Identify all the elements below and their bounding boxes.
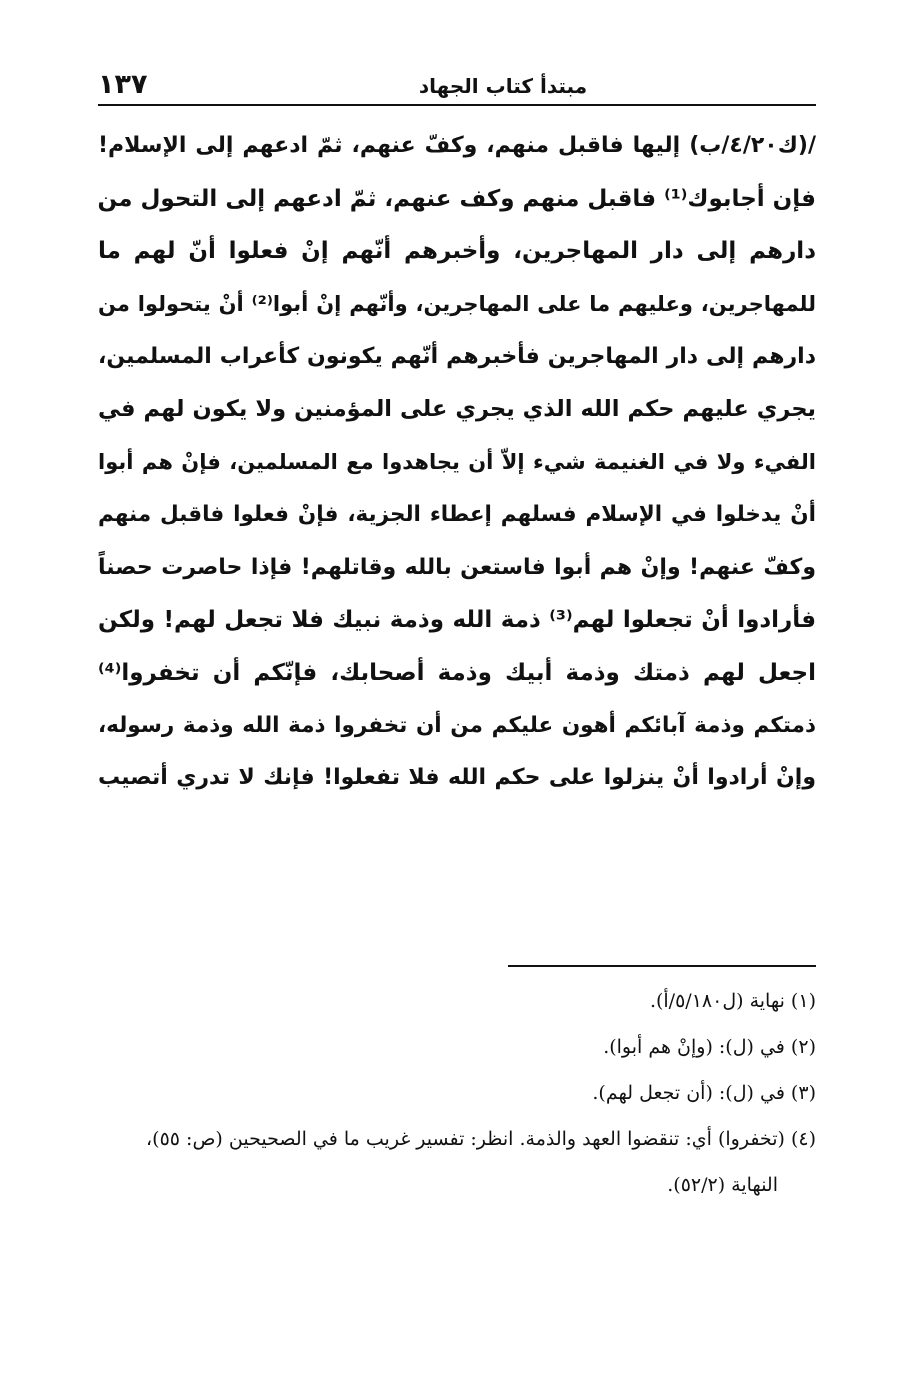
main-text <box>98 120 816 805</box>
header-title: مبتدأ كتاب الجهاد <box>418 74 588 98</box>
footnote-divider <box>508 965 816 967</box>
text-line: /(ك٤/٢٠/ب) إليها فاقبل منهم، وكفّ عنهم، ثمّ ادعهم إلى الإسلام! <box>98 133 816 158</box>
text-line: أنْ يدخلوا في الإسلام فسلهم إعطاء الجزية، فإنْ فعلوا فاقبل منهم <box>98 501 816 527</box>
text-line: دارهم إلى دار المهاجرين، وأخبرهم أنّهم إنْ فعلوا أنّ لهم ما <box>98 238 816 265</box>
text-line: دارهم إلى دار المهاجرين فأخبرهم أنّهم يكونون كأعراب المسلمين، <box>98 343 816 369</box>
text-line: فأرادوا أنْ تجعلوا لهم⁽³⁾ ذمة الله وذمة نبيك فلا تجعل لهم! ولكن <box>98 607 816 634</box>
footnote-item: (٢) في (ل): (وإنْ هم أبوا). <box>603 1036 816 1058</box>
footnotes <box>98 978 816 1208</box>
text-line: وإنْ أرادوا أنْ ينزلوا على حكم الله فلا تفعلوا! فإنك لا تدري أتصيب <box>98 765 816 791</box>
text-line: للمهاجرين، وعليهم ما على المهاجرين، وأنّهم إنْ أبوا⁽²⁾ أنْ يتحولوا من <box>98 292 816 317</box>
text-line: فإن أجابوك⁽¹⁾ فاقبل منهم وكف عنهم، ثمّ ادعهم إلى التحول من <box>98 185 816 212</box>
footnote-item: (١) نهاية (ل٥/١٨٠/أ). <box>649 990 816 1012</box>
text-line: اجعل لهم ذمتك وذمة أبيك وذمة أصحابك، فإنّكم أن تخفروا⁽⁴⁾ <box>98 659 816 686</box>
text-line: وكفّ عنهم! وإنْ هم أبوا فاستعن بالله وقاتلهم! فإذا حاصرت حصناً <box>98 554 816 580</box>
footnote-continuation: النهاية (٥٢/٢). <box>667 1174 778 1196</box>
text-line: يجري عليهم حكم الله الذي يجري على المؤمنين ولا يكون لهم في <box>98 396 816 423</box>
footnote-item: (٣) في (ل): (أن تجعل لهم). <box>592 1082 816 1104</box>
text-line: ذمتكم وذمة آبائكم أهون عليكم من أن تخفروا ذمة الله وذمة رسوله، <box>98 712 816 738</box>
text-line: الفيء ولا في الغنيمة شيء إلاّ أن يجاهدوا مع المسلمين، فإنْ هم أبوا <box>98 450 816 475</box>
running-header <box>98 70 816 104</box>
page-number: ١٣٧ <box>98 69 148 100</box>
header-divider <box>98 104 816 106</box>
footnote-item: (٤) (تخفروا) أي: تنقضوا العهد والذمة. انظر: تفسير غريب ما في الصحيحين (ص: ٥٥)، <box>146 1128 816 1150</box>
